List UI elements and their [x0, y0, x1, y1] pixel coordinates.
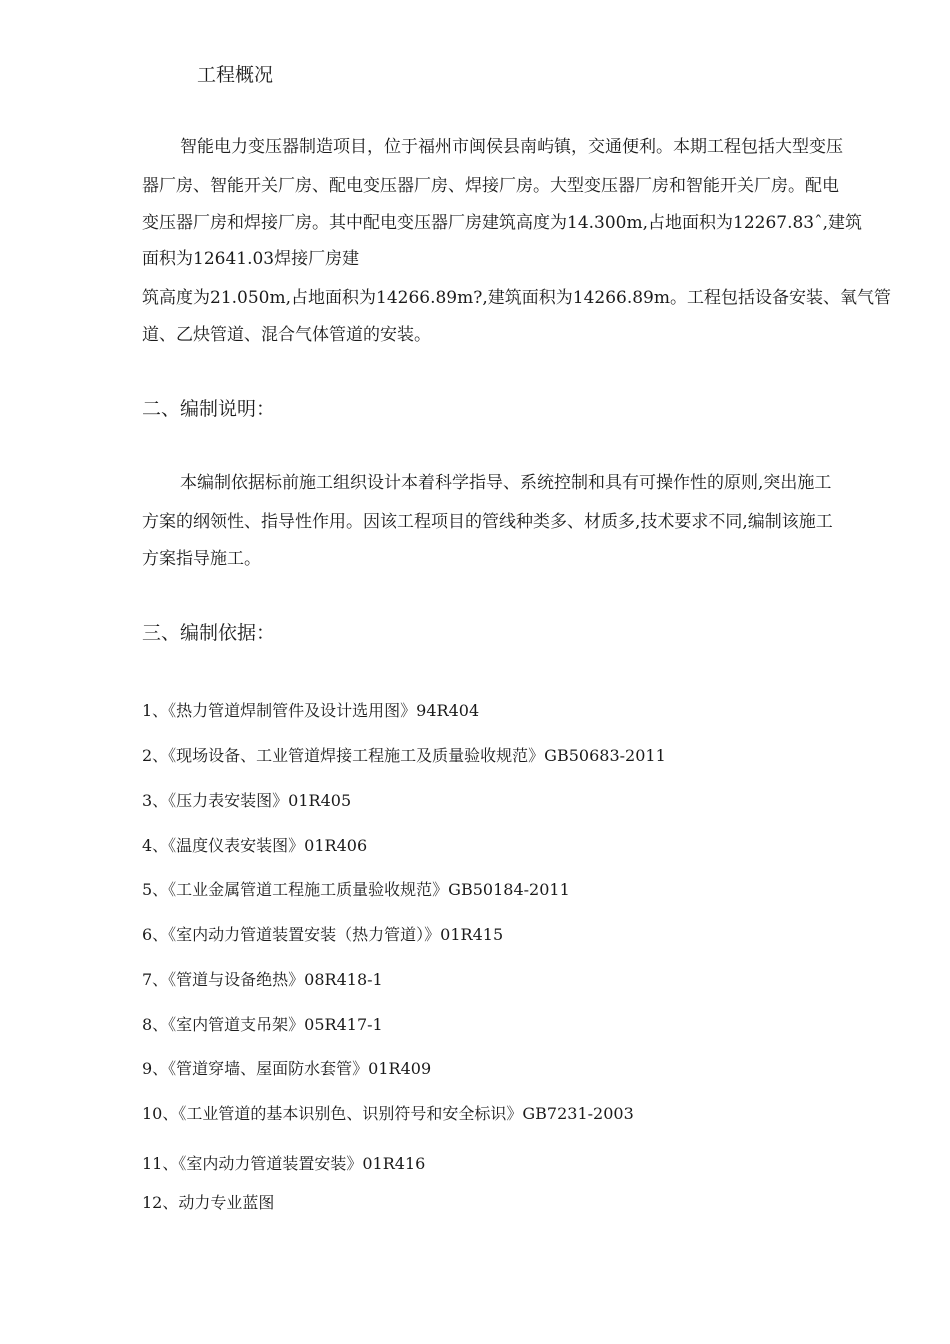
section-title-overview: 工程概况 — [197, 64, 274, 86]
overview-paragraph-line: 器厂房、智能开关厂房、配电变压器厂房、焊接厂房。大型变压器厂房和智能开关厂房。配电 — [142, 176, 839, 196]
section-title-basis: 三、编制依据： — [142, 622, 276, 644]
overview-paragraph-line: 面积为12641.03焊接厂房建 — [142, 249, 360, 269]
reference-item: 9、《管道穿墙、屋面防水套管》01R409 — [142, 1059, 432, 1078]
reference-item: 7、《管道与设备绝热》08R418-1 — [142, 970, 383, 989]
reference-item: 6、《室内动力管道装置安装（热力管道）》01R415 — [142, 925, 504, 944]
explanation-paragraph-line: 方案的纲领性、指导性作用。因该工程项目的管线种类多、材质多,技术要求不同,编制该施工 — [142, 512, 833, 532]
reference-item: 3、《压力表安装图》01R405 — [142, 791, 352, 810]
reference-item: 8、《室内管道支吊架》05R417-1 — [142, 1015, 383, 1034]
explanation-paragraph-line: 本编制依据标前施工组织设计本着科学指导、系统控制和具有可操作性的原则,突出施工 — [180, 473, 832, 493]
reference-item: 10、《工业管道的基本识别色、识别符号和安全标识》GB7231-2003 — [142, 1104, 634, 1123]
overview-paragraph-line: 变压器厂房和焊接厂房。其中配电变压器厂房建筑高度为14.300m,占地面积为12267.83ˆ,建筑 — [142, 213, 863, 233]
reference-item: 12、动力专业蓝图 — [142, 1193, 275, 1212]
section-title-explanation: 二、编制说明： — [142, 398, 276, 420]
reference-item: 2、《现场设备、工业管道焊接工程施工及质量验收规范》GB50683-2011 — [142, 746, 666, 765]
reference-item: 11、《室内动力管道装置安装》01R416 — [142, 1154, 426, 1173]
reference-item: 4、《温度仪表安装图》01R406 — [142, 836, 368, 855]
explanation-paragraph-line: 方案指导施工。 — [142, 549, 261, 569]
overview-paragraph-line: 道、乙炔管道、混合气体管道的安装。 — [142, 325, 431, 345]
overview-paragraph-line: 筑高度为21.050m,占地面积为14266.89m?,建筑面积为14266.89m。工程包括设备安装、氧气管 — [142, 288, 891, 308]
reference-item: 1、《热力管道焊制管件及设计选用图》94R404 — [142, 701, 480, 720]
overview-paragraph-line: 智能电力变压器制造项目，位于福州市闽侯县南屿镇，交通便利。本期工程包括大型变压 — [180, 137, 843, 157]
reference-item: 5、《工业金属管道工程施工质量验收规范》GB50184-2011 — [142, 880, 570, 899]
